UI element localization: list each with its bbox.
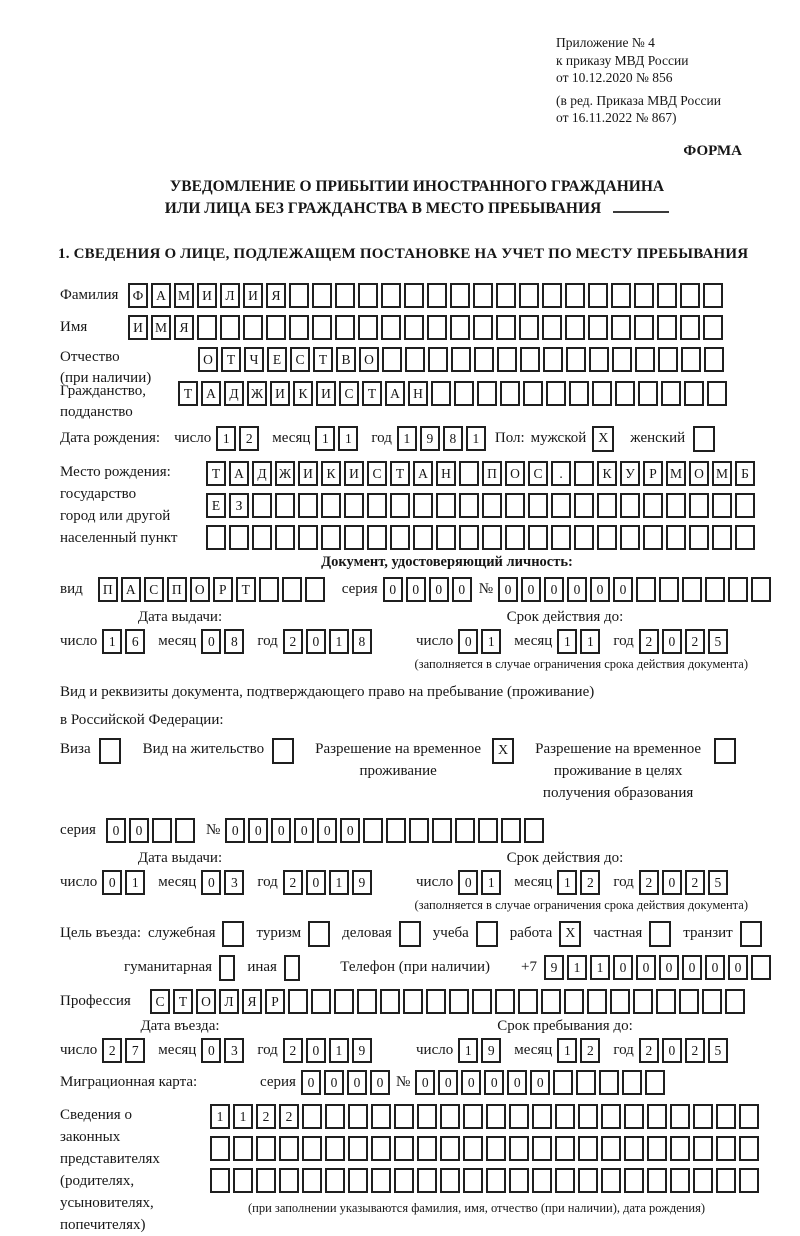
month-label: месяц (514, 632, 553, 649)
identity-valid-day[interactable]: 0 1 (458, 629, 504, 654)
month-label: месяц (158, 1041, 197, 1058)
year-label: год (257, 632, 278, 649)
residence-doc-number-row (60, 818, 774, 843)
identity-valid-month[interactable]: 1 1 (557, 629, 603, 654)
representatives-row1-input[interactable]: 1 1 2 2 (210, 1104, 762, 1129)
identity-issue-year[interactable]: 2 0 1 8 (283, 629, 375, 654)
revision-line: от 16.11.2022 № 867) (556, 110, 677, 125)
residence-series-input[interactable]: 0 0 (106, 818, 198, 843)
purpose-business-checkbox[interactable] (399, 921, 421, 947)
doc-number-label: № (478, 580, 493, 597)
purpose-tourism-checkbox[interactable] (308, 921, 330, 947)
patronymic-label: Отчество (при наличии) (60, 348, 152, 386)
appendix-line: от 10.12.2020 № 856 (556, 70, 673, 85)
citizenship-row (60, 381, 774, 420)
year-label: год (257, 1041, 278, 1058)
residence-valid-header: Срок действия до: (506, 849, 624, 866)
identity-validity-note: (заполняется в случае ограничения срока действия документа) (414, 656, 748, 671)
purpose-row2: гуманитарная иная Телефон (при наличии) +7 9 1 1 0 0 0 0 0 0 (124, 955, 774, 981)
year-label: год (613, 632, 634, 649)
migration-card-label: Миграционная карта: (60, 1073, 198, 1090)
phone-prefix: +7 (521, 959, 537, 975)
identity-issue-month[interactable]: 0 8 (201, 629, 247, 654)
month-label: месяц (158, 873, 197, 890)
identity-issue-header: Дата выдачи: (137, 608, 223, 625)
day-label: число (416, 1041, 454, 1058)
residence-number-input[interactable]: 0 0 0 0 0 0 (225, 818, 547, 843)
migration-card-row (60, 1070, 774, 1095)
residence-number-label: № (205, 821, 221, 838)
entry-day[interactable]: 2 7 (102, 1038, 148, 1063)
identity-issue-day[interactable]: 1 6 (102, 629, 148, 654)
residence-valid-year[interactable]: 2 0 2 5 (639, 870, 731, 895)
identity-valid-header: Срок действия до: (506, 608, 624, 625)
year-label: год (613, 1041, 634, 1058)
birthplace-row2-input[interactable]: Е З (206, 493, 758, 518)
stay-until-header: Срок пребывания до: (497, 1017, 633, 1034)
purpose-humanitarian-checkbox[interactable] (219, 955, 235, 981)
form-title-line2: ИЛИ ЛИЦА БЕЗ ГРАЖДАНСТВА В МЕСТО ПРЕБЫВАНИЯ (60, 198, 774, 220)
migration-series-input[interactable]: 0 0 0 0 (301, 1070, 393, 1095)
entry-date-header: Дата въезда: (140, 1017, 220, 1034)
identity-dates-block (60, 609, 774, 654)
firstname-label: Имя (60, 318, 88, 335)
sex-male-checkbox[interactable]: X (592, 426, 614, 452)
phone-input[interactable]: 9 1 1 0 0 0 0 0 0 (544, 955, 774, 980)
day-label: число (60, 632, 98, 649)
title-underline (613, 198, 669, 213)
patronymic-input[interactable]: О Т Ч Е С Т В О (198, 347, 727, 372)
residence-validity-note: (заполняется в случае ограничения срока действия документа) (414, 897, 748, 912)
profession-label: Профессия (60, 992, 131, 1009)
purpose-private-checkbox[interactable] (649, 921, 671, 947)
form-title (60, 176, 774, 220)
stay-day[interactable]: 1 9 (458, 1038, 504, 1063)
year-label: год (371, 430, 392, 446)
year-label: год (257, 873, 278, 890)
residence-doc-options (60, 738, 774, 804)
surname-row (60, 283, 774, 308)
birth-month-input[interactable]: 1 1 (315, 426, 361, 451)
birthplace-row3-input[interactable] (206, 525, 758, 550)
temp-residence-checkbox[interactable]: X (492, 738, 514, 764)
residence-series-label: серия (60, 821, 96, 838)
migration-series-label: серия (260, 1073, 296, 1090)
birth-year-input[interactable]: 1 9 8 1 (397, 426, 489, 451)
profession-row (60, 989, 774, 1014)
forma-label: ФОРМА (683, 142, 742, 159)
representatives-block (60, 1104, 774, 1236)
appendix-line: к приказу МВД России (556, 52, 689, 68)
birthplace-block (60, 461, 774, 550)
firstname-input[interactable]: И М Я (128, 315, 726, 340)
citizenship-input[interactable]: Т А Д Ж И К И С Т А Н (178, 381, 730, 406)
month-label: месяц (514, 1041, 553, 1058)
stay-month[interactable]: 1 2 (557, 1038, 603, 1063)
birth-day-input[interactable]: 1 2 (216, 426, 262, 451)
day-label: число (174, 430, 212, 446)
representatives-row3-input[interactable] (210, 1168, 762, 1193)
entry-dates-block (60, 1018, 774, 1063)
identity-valid-year[interactable]: 2 0 2 5 (639, 629, 731, 654)
residence-valid-month[interactable]: 1 2 (557, 870, 603, 895)
option-visa: Виза (60, 738, 121, 764)
year-label: год (613, 873, 634, 890)
firstname-row (60, 315, 774, 340)
form-title-line1: УВЕДОМЛЕНИЕ О ПРИБЫТИИ ИНОСТРАННОГО ГРАЖДАНИНА (169, 177, 665, 195)
option-temp-residence-education: Разрешение на временное проживание в целях получения образования (530, 738, 736, 804)
birthplace-rows (206, 461, 758, 550)
residence-issue-header: Дата выдачи: (137, 849, 223, 866)
doc-series-input[interactable]: 0 0 0 0 (383, 577, 475, 602)
residence-dates-block (60, 850, 774, 895)
doc-type-label: вид (60, 580, 83, 597)
representatives-labels: Сведения о законных представителях (родителях, усыновителях, попечителях) (60, 1106, 160, 1233)
stay-year[interactable]: 2 0 2 5 (639, 1038, 731, 1063)
birthdate-row (60, 426, 774, 452)
purpose-work-checkbox[interactable]: X (559, 921, 581, 947)
residence-issue-day[interactable]: 0 1 (102, 870, 148, 895)
purpose-transit-checkbox[interactable] (740, 921, 762, 947)
month-label: месяц (514, 873, 553, 890)
residence-doc-intro2: в Российской Федерации: (60, 711, 224, 728)
birthplace-row1-input[interactable]: Т А Д Ж И К И С Т А Н П О С . К У Р М О М Б (206, 461, 758, 486)
section1-heading: 1. СВЕДЕНИЯ О ЛИЦЕ, ПОДЛЕЖАЩЕМ ПОСТАНОВКЕ НА УЧЕТ ПО МЕСТУ ПРЕБЫВАНИЯ (58, 245, 749, 262)
purpose-other-checkbox[interactable] (284, 955, 300, 981)
day-label: число (60, 1041, 98, 1058)
sex-label: Пол: (494, 430, 525, 446)
entry-year[interactable]: 2 0 1 9 (283, 1038, 375, 1063)
doc-series-label: серия (341, 580, 378, 597)
surname-label: Фамилия (60, 286, 119, 303)
temp-residence-education-checkbox[interactable] (714, 738, 736, 764)
sex-female-checkbox[interactable] (693, 426, 715, 452)
profession-input[interactable]: С Т О Л Я Р (150, 989, 748, 1014)
representatives-row2-input[interactable] (210, 1136, 762, 1161)
residence-permit-checkbox[interactable] (272, 738, 294, 764)
day-label: число (60, 873, 98, 890)
identity-doc-row (60, 577, 774, 602)
appendix-header (556, 34, 752, 127)
day-label: число (416, 632, 454, 649)
residence-doc-intro1: Вид и реквизиты документа, подтверждающего право на пребывание (проживание) (60, 683, 595, 700)
residence-valid-day[interactable]: 0 1 (458, 870, 504, 895)
month-label: месяц (158, 632, 197, 649)
purpose-row1: Цель въезда: служебная туризм деловая учеба работа X частная транзит (60, 921, 774, 947)
representatives-rows (210, 1104, 762, 1216)
revision-line: (в ред. Приказа МВД России (556, 92, 721, 108)
phone-label: Телефон (при наличии) (340, 959, 491, 975)
appendix-line: Приложение № 4 (556, 35, 655, 50)
birthdate-label: Дата рождения: (60, 430, 161, 446)
migration-number-input[interactable]: 0 0 0 0 0 0 (415, 1070, 668, 1095)
purpose-label: Цель въезда: (60, 925, 141, 941)
doc-type-input[interactable]: П А С П О Р Т (98, 577, 328, 602)
sex-male-label: мужской (530, 430, 587, 446)
day-label: число (416, 873, 454, 890)
surname-input[interactable]: Ф А М И Л И Я (128, 283, 726, 308)
month-label: месяц (272, 430, 311, 446)
purpose-business-official-checkbox[interactable] (222, 921, 244, 947)
purpose-study-checkbox[interactable] (476, 921, 498, 947)
patronymic-row (60, 347, 774, 386)
citizenship-label: Гражданство, подданство (60, 382, 147, 420)
residence-issue-month[interactable]: 0 3 (201, 870, 247, 895)
doc-number-input[interactable]: 0 0 0 0 0 0 (498, 577, 774, 602)
option-residence-permit: Вид на жительство (143, 738, 294, 764)
sex-female-label: женский (630, 430, 686, 446)
identity-doc-heading: Документ, удостоверяющий личность: (321, 553, 573, 570)
visa-checkbox[interactable] (99, 738, 121, 764)
option-temp-residence: Разрешение на временное проживание X (312, 738, 514, 782)
birthplace-labels: Место рождения: государство город или другой населенный пункт (60, 463, 178, 546)
residence-issue-year[interactable]: 2 0 1 9 (283, 870, 375, 895)
migration-number-label: № (395, 1073, 411, 1090)
representatives-note: (при заполнении указываются фамилия, имя, отчество (при наличии), дата рождения) (248, 1200, 706, 1215)
entry-month[interactable]: 0 3 (201, 1038, 247, 1063)
